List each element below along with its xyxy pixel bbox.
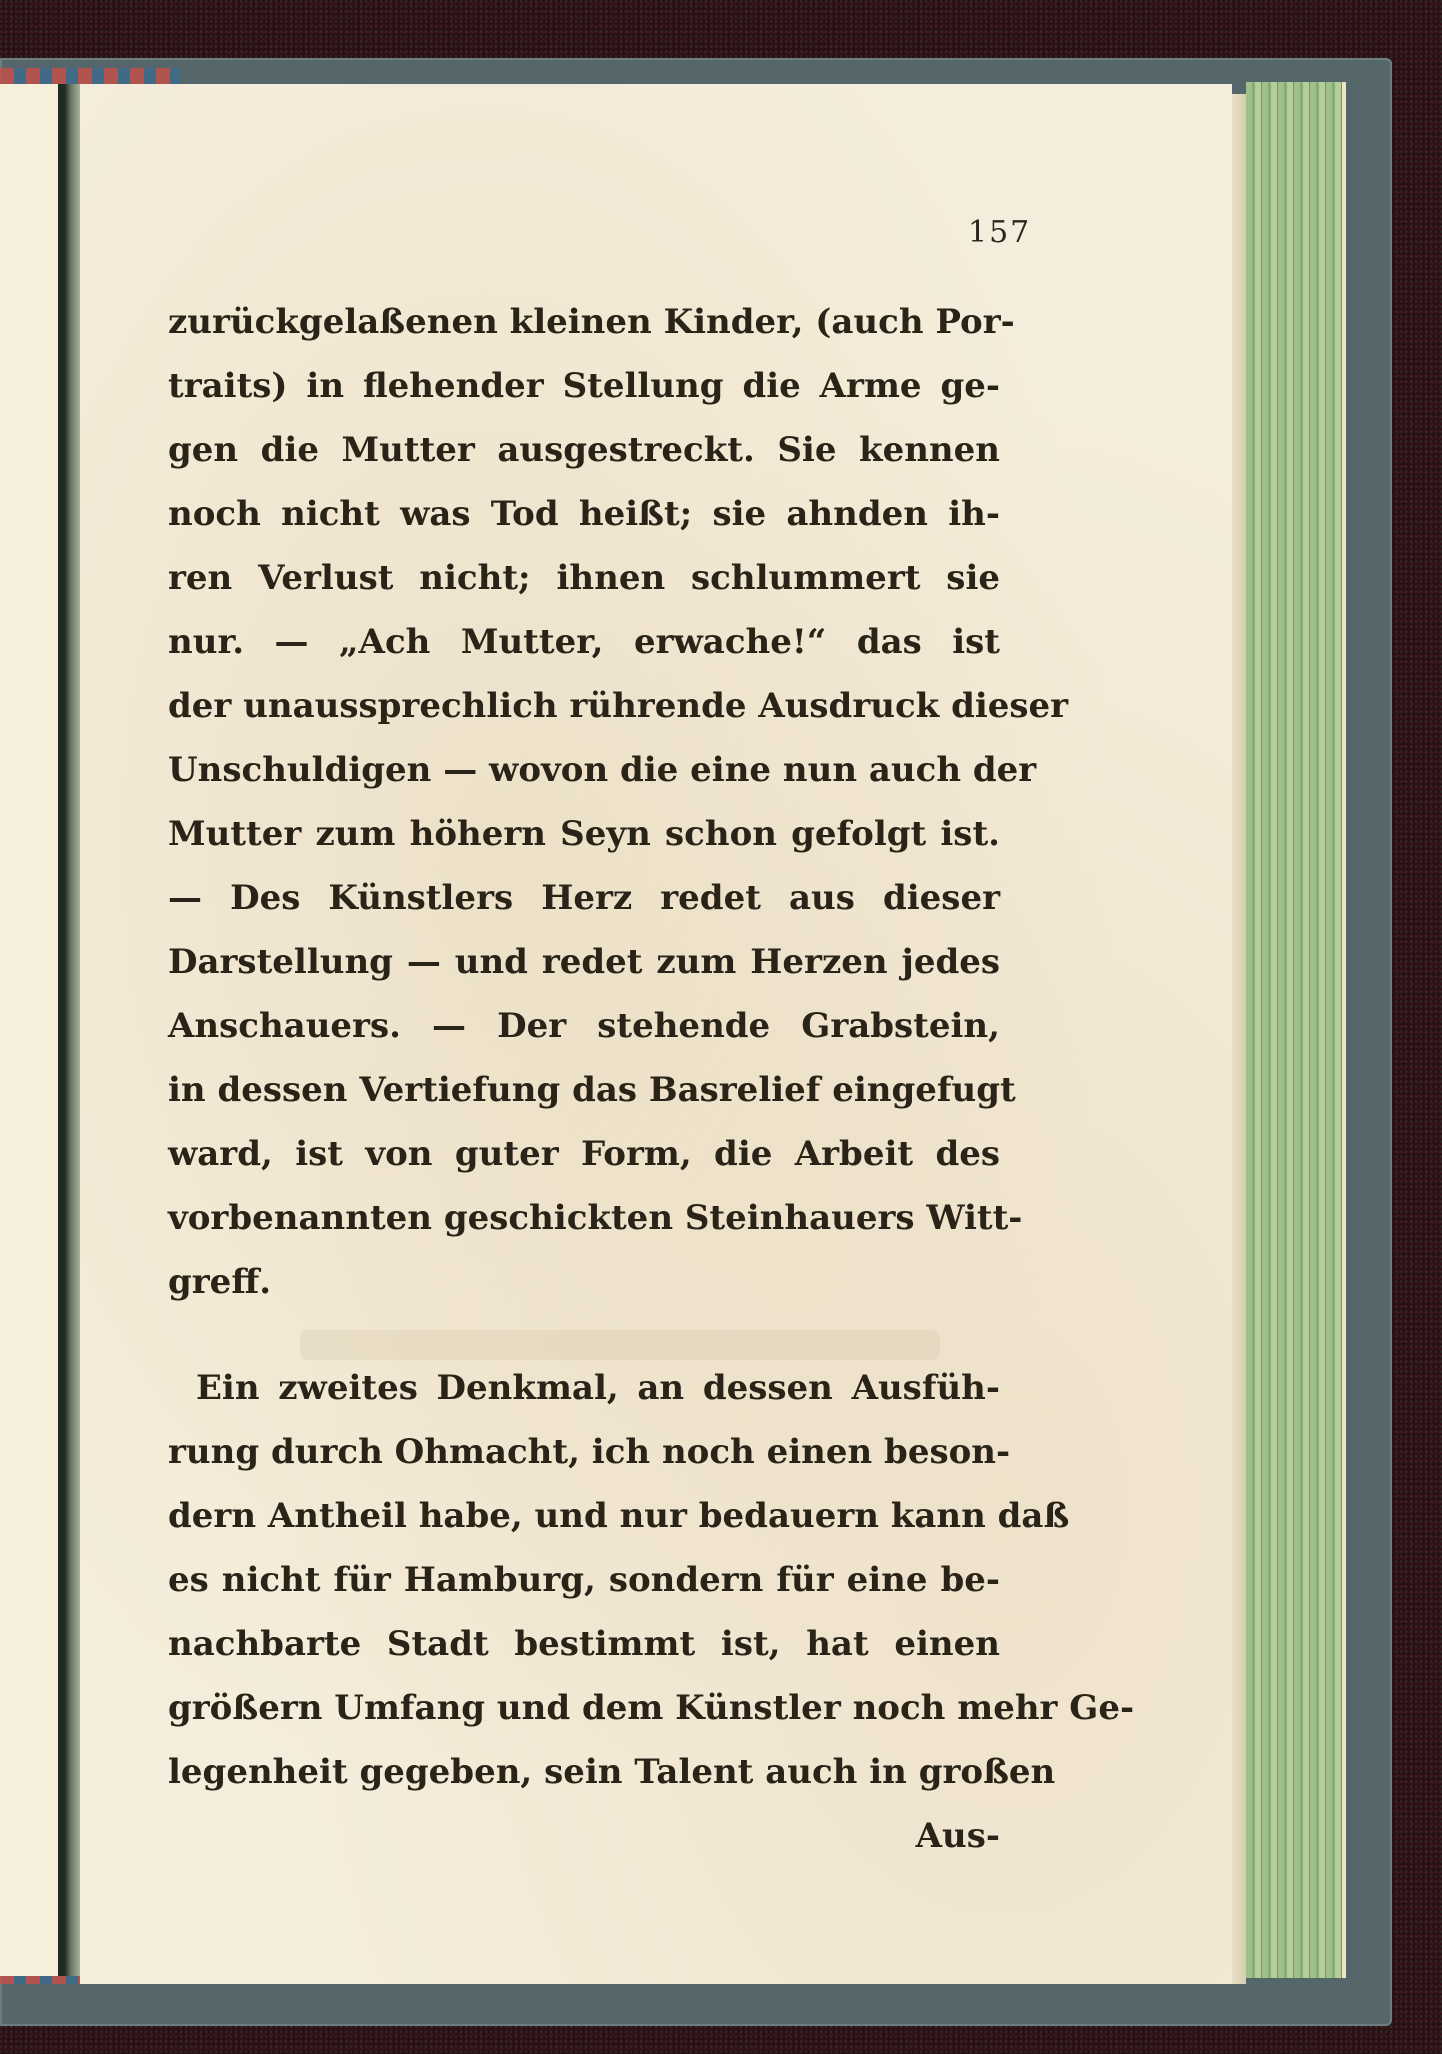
text-line: traits) in flehender Stellung die Arme ge- [168, 366, 1000, 406]
text-line: Unschuldigen — wovon die eine nun auch der [168, 750, 1037, 790]
catchword: Aus- [915, 1816, 1000, 1856]
headband-top [0, 68, 180, 84]
body-text [168, 290, 1135, 1868]
paragraph-1 [168, 290, 1069, 1314]
text-line: greff. [168, 1262, 272, 1302]
facing-page-edge [0, 84, 58, 1976]
paragraph-gap [168, 1314, 1000, 1356]
book-gutter [58, 84, 80, 1976]
text-line: — Des Künstlers Herz redet aus dieser [168, 878, 1000, 918]
text-line: der unaussprechlich rührende Ausdruck dieser [168, 686, 1069, 726]
text-line: dern Antheil habe, und nur bedauern kann daß [168, 1496, 1070, 1536]
text-line: es nicht für Hamburg, sondern für eine be- [168, 1560, 1000, 1600]
text-line: noch nicht was Tod heißt; sie ahnden ih- [168, 494, 1000, 534]
text-line: größern Umfang und dem Künstler noch mehr Ge- [168, 1688, 1135, 1728]
text-line: Mutter zum höhern Seyn schon gefolgt ist. [168, 814, 1000, 854]
page-number: 157 [968, 215, 1032, 250]
text-line: ward, ist von guter Form, die Arbeit des [168, 1134, 1000, 1174]
text-line: in dessen Vertiefung das Basrelief eingefugt [168, 1070, 1016, 1110]
page-stack-edge [1232, 94, 1246, 1984]
text-line: legenheit gegeben, sein Talent auch in großen [168, 1752, 1056, 1792]
text-line: gen die Mutter ausgestreckt. Sie kennen [168, 430, 1000, 470]
text-line: Darstellung — und redet zum Herzen jedes [168, 942, 1000, 982]
text-line: rung durch Ohmacht, ich noch einen beson- [168, 1432, 1011, 1472]
text-line: ren Verlust nicht; ihnen schlummert sie [168, 558, 1000, 598]
text-line: nur. — „Ach Mutter, erwache!“ das ist [168, 622, 1000, 662]
text-line: nachbarte Stadt bestimmt ist, hat einen [168, 1624, 1000, 1664]
text-line: zurückgelaßenen kleinen Kinder, (auch Por- [168, 302, 1015, 342]
text-line: vorbenannten geschickten Steinhauers Witt- [168, 1198, 1023, 1238]
paragraph-2 [168, 1356, 1135, 1804]
text-line: Ein zweites Denkmal, an dessen Ausfüh- [196, 1368, 1000, 1408]
green-fore-edge [1246, 82, 1346, 1978]
text-line: Anschauers. — Der stehende Grabstein, [168, 1006, 1000, 1046]
